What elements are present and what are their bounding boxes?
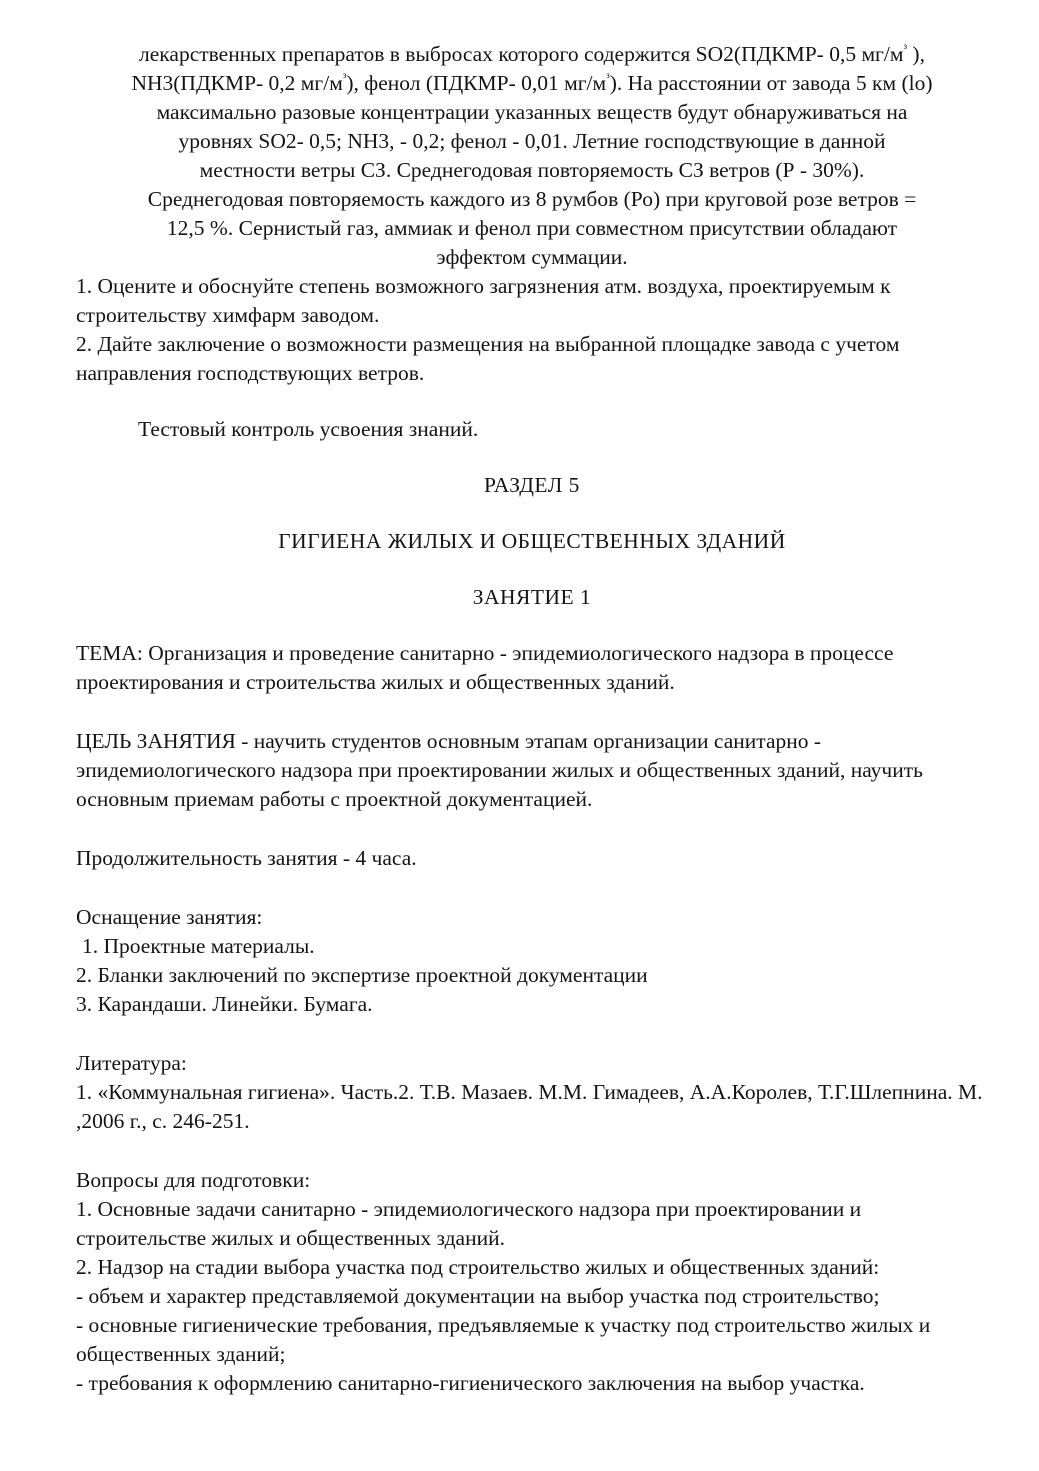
intro-paragraph	[76, 40, 988, 272]
superscript: з	[903, 40, 908, 51]
goal-paragraph: ЦЕЛЬ ЗАНЯТИЯ - научить студентов основным этапам организации санитарно - эпидемиологического надзора при проектировании жилых и общественных зданий, научить основным приемам работы с проектной документацией.	[76, 729, 923, 811]
intro-line-8: эффектом суммации.	[436, 245, 628, 269]
intro-line-2-tail: ). На расстоянии от завода 5 км (lo)	[609, 71, 933, 95]
task-item: 1. Оцените и обоснуйте степень возможного загрязнения атм. воздуха, проектируемым к строительству химфарм заводом.	[76, 274, 891, 327]
equipment-title: Оснащение занятия:	[76, 905, 263, 929]
question-item: 1. Основные задачи санитарно - эпидемиологического надзора при проектировании и строительстве жилых и общественных зданий.	[76, 1197, 862, 1250]
section-title: РАЗДЕЛ 5	[484, 473, 580, 497]
intro-line-2-mid: ), фенол (ПДКМР- 0,01 мг/м	[346, 71, 607, 95]
equipment-section	[76, 903, 988, 1019]
literature-section	[76, 1049, 988, 1136]
test-control-note: Тестовый контроль усвоения знаний.	[138, 417, 479, 441]
question-item: 2. Надзор на стадии выбора участка под строительство жилых и общественных зданий:	[76, 1255, 880, 1279]
task-item: 2. Дайте заключение о возможности размещения на выбранной площадке завода с учетом направления господствующих ветров.	[76, 332, 900, 385]
questions-title: Вопросы для подготовки:	[76, 1168, 311, 1192]
intro-line-6: Среднегодовая повторяемость каждого из 8 румбов (Ро) при круговой розе ветров =	[147, 187, 917, 211]
lesson-title: ЗАНЯТИЕ 1	[472, 585, 592, 609]
intro-line-1-text: лекарственных препаратов в выбросах которого содержится SO2(ПДКМР- 0,5 мг/м	[139, 42, 904, 66]
intro-line-5: местности ветры СЗ. Среднегодовая повторяемость СЗ ветров (Р - 30%).	[199, 158, 865, 182]
equipment-item: 1. Проектные материалы.	[82, 934, 315, 958]
question-item: - объем и характер представляемой документации на выбор участка под строительство;	[76, 1284, 880, 1308]
intro-line-2-text: NH3(ПДКМР- 0,2 мг/м	[131, 71, 343, 95]
equipment-item: 2. Бланки заключений по экспертизе проектной документации	[76, 963, 648, 987]
literature-item: 1. «Коммунальная гигиена». Часть.2. Т.В. Мазаев. М.М. Гимадеев, А.А.Королев, Т.Г.Шлепнина. М. ,2006 г., с. 246-251.	[76, 1080, 983, 1133]
document-page	[76, 40, 988, 1398]
intro-line-1-tail: ),	[907, 42, 925, 66]
intro-line-1	[76, 40, 988, 69]
superscript: з	[606, 69, 610, 80]
duration-line: Продолжительность занятия - 4 часа.	[76, 846, 417, 870]
intro-line-7: 12,5 %. Сернистый газ, аммиак и фенол при совместном присутствии обладают	[166, 216, 898, 240]
intro-line-4: уровнях SO2- 0,5; NH3, - 0,2; фенол - 0,01. Летние господствующие в данной	[178, 129, 886, 153]
superscript: з	[342, 69, 347, 80]
equipment-item: 3. Карандаши. Линейки. Бумага.	[76, 992, 373, 1016]
section-subtitle: ГИГИЕНА ЖИЛЫХ И ОБЩЕСТВЕННЫХ ЗДАНИЙ	[278, 529, 786, 553]
task-list	[76, 272, 988, 388]
questions-section	[76, 1166, 988, 1398]
topic-paragraph: ТЕМА: Организация и проведение санитарно - эпидемиологического надзора в процессе проектирования и строительства жилых и общественных зданий.	[76, 641, 894, 694]
intro-line-3: максимально разовые концентрации указанных веществ будут обнаруживаться на	[156, 100, 908, 124]
intro-line-2	[76, 69, 988, 98]
question-item: - основные гигиенические требования, предъявляемые к участку под строительство жилых и общественных зданий;	[76, 1313, 931, 1366]
literature-title: Литература:	[76, 1051, 187, 1075]
question-item: - требования к оформлению санитарно-гигиенического заключения на выбор участка.	[76, 1371, 865, 1395]
